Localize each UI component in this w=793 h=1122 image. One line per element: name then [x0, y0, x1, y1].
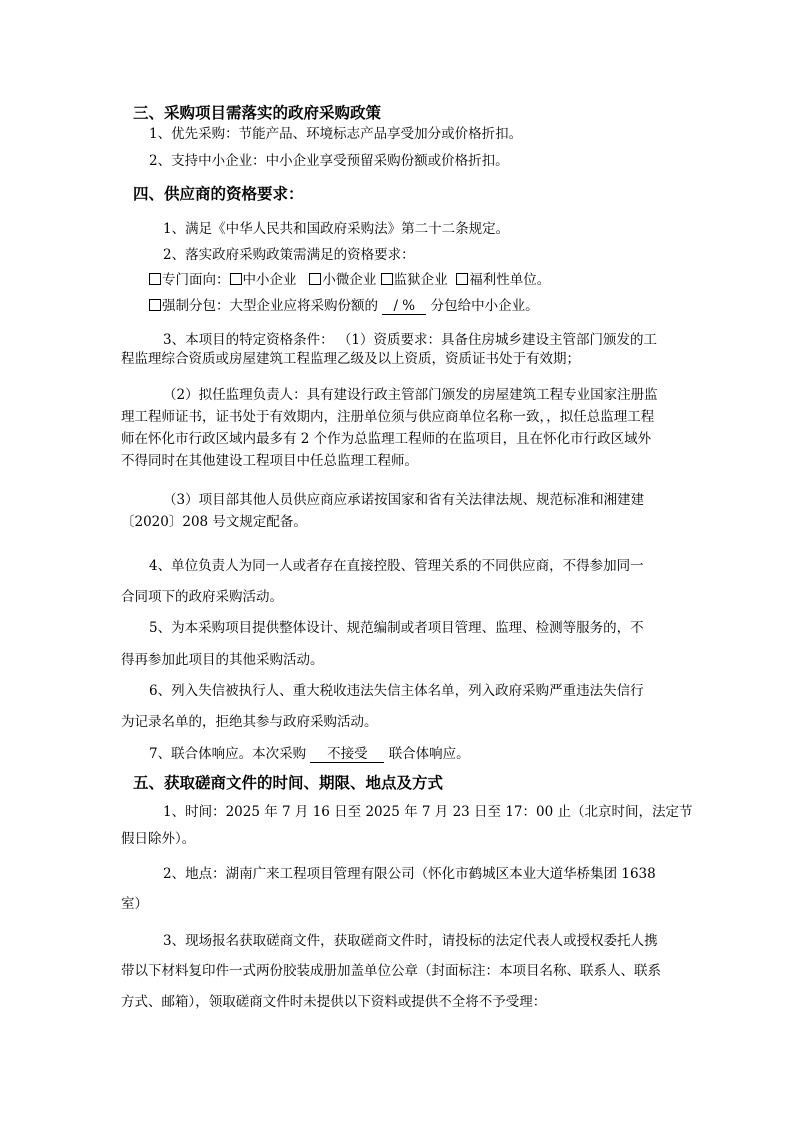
s4-item-6-line-2: 为记录名单的，拒绝其参与政府采购活动。: [121, 714, 378, 730]
s5-item-1-line-1: 1、时间：2025 年 7 月 16 日至 2025 年 7 月 23 日至 17：00 止（北京时间，法定节: [163, 804, 693, 820]
section-5-heading: 五、获取磋商文件的时间、期限、地点及方式: [133, 774, 444, 792]
s5-item-2-line-1: 2、地点：湖南广来工程项目管理有限公司（怀化市鹤城区本业大道华桥集团 1638: [163, 866, 656, 882]
checkbox-icon: [309, 273, 321, 285]
s4-item-3-3-line-2: 〔2020〕208 号文规定配备。: [121, 514, 307, 530]
s4-item-3-2-line-3: 师在怀化市行政区域内最多有 2 个作为总监理工程师的在监项目，且在怀化市行政区域外: [121, 431, 652, 447]
s4-item-1: 1、满足《中华人民共和国政府采购法》第二十二条规定。: [163, 221, 510, 237]
s5-item-3-line-1: 3、现场报名获取磋商文件，获取磋商文件时，请投标的法定代表人或授权委托人携: [163, 933, 658, 949]
checkbox-label-sme: 中小企业: [242, 272, 297, 288]
checkbox-label-micro: 小微企业: [322, 272, 377, 288]
section-4-heading: 四、供应商的资格要求：: [133, 185, 304, 203]
s3-item-1: 1、优先采购：节能产品、环境标志产品享受加分或价格折扣。: [149, 126, 523, 142]
s4-item-3-2-line-4: 不得同时在其他建设工程项目中任总监理工程师。: [121, 453, 418, 469]
checkbox-icon: [381, 273, 393, 285]
checkbox-icon: [149, 299, 161, 311]
checkbox-label-welfare: 福利性单位。: [469, 272, 551, 288]
forced-label: 强制分包：大型企业应将采购份额的: [162, 298, 378, 314]
checkbox-icon: [149, 273, 161, 285]
checkbox-icon: [230, 273, 242, 285]
forced-percent-value: / %: [382, 299, 426, 315]
s4-checkbox-row: [149, 271, 550, 289]
s4-item-5-line-1: 5、为本采购项目提供整体设计、规范编制或者项目管理、监理、检测等服务的，不: [149, 620, 644, 636]
item-7-label: 7、联合体响应。本次采购: [149, 746, 307, 762]
s4-item-2: 2、落实政府采购政策需满足的资格要求：: [163, 247, 415, 263]
s5-item-3-line-3: 方式、邮箱），领取磋商文件时未提供以下资料或提供不全将不予受理：: [121, 994, 547, 1010]
s4-item-5-line-2: 得再参加此项目的其他采购活动。: [121, 652, 324, 668]
checkbox-label-dedicated: 专门面向：: [162, 272, 230, 288]
s5-item-2-line-2: 室）: [121, 896, 148, 912]
item-7-tail: 联合体响应。: [388, 746, 470, 762]
s5-item-3-line-2: 带以下材料复印件一式两份胶装成册加盖单位公章（封面标注：本项目名称、联系人、联系: [121, 963, 661, 979]
s4-item-3-2-line-2: 理工程师证书，证书处于有效期内，注册单位须与供应商单位名称一致，，拟任总监理工程: [121, 409, 655, 425]
s4-item-6-line-1: 6、列入失信被执行人、重大税收违法失信主体名单，列入政府采购严重违法失信行: [149, 683, 644, 699]
s4-item-3-2-line-1: （2）拟任监理负责人：具有建设行政主管部门颁发的房屋建筑工程专业国家注册监: [163, 387, 658, 403]
s4-item-3-line-1: 3、本项目的特定资格条件： （1）资质要求：具备住房城乡建设主管部门颁发的工: [163, 332, 657, 348]
s4-item-7: [149, 745, 470, 763]
section-3-heading: 三、采购项目需落实的政府采购政策: [133, 104, 382, 122]
s4-item-4-line-1: 4、单位负责人为同一人或者存在直接控股、管理关系的不同供应商，不得参加同一: [149, 558, 644, 574]
joint-bid-value: 不接受: [310, 747, 384, 763]
s5-item-1-line-2: 假日除外）。: [121, 831, 196, 847]
forced-tail: 分包给中小企业。: [430, 298, 539, 314]
s4-item-3-3-line-1: （3）项目部其他人员供应商应承诺按国家和省有关法律法规、规范标准和湘建建: [163, 492, 645, 508]
checkbox-label-prison: 监狱企业: [393, 272, 448, 288]
s4-forced-subcontract: [149, 297, 539, 315]
s3-item-2: 2、支持中小企业：中小企业享受预留采购份额或价格折扣。: [149, 153, 509, 169]
checkbox-icon: [456, 273, 468, 285]
s4-item-3-line-2: 程监理综合资质或房屋建筑工程监理乙级及以上资质，资质证书处于有效期；: [121, 351, 580, 367]
s4-item-4-line-2: 合同项下的政府采购活动。: [121, 589, 283, 605]
